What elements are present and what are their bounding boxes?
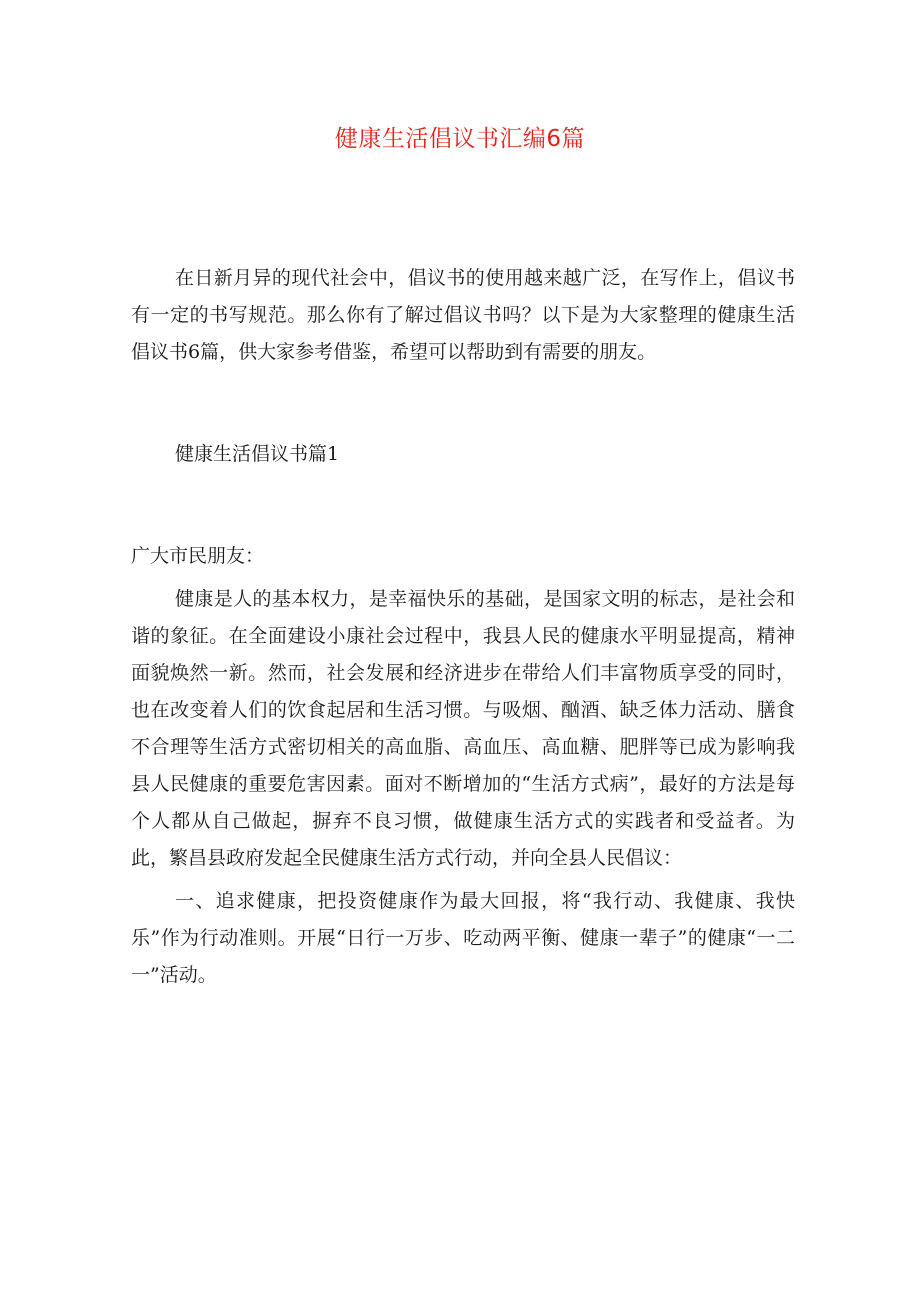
intro-paragraph: 在日新月异的现代社会中，倡议书的使用越来越广泛，在写作上，倡议书有一定的书写规范。那么你有了解过倡议书吗？以下是为大家整理的健康生活倡议书6篇，供大家参考借鉴，希望可以帮助到有需要的朋友。	[131, 267, 795, 363]
body-paragraph-1: 健康是人的基本权力，是幸福快乐的基础，是国家文明的标志，是社会和谐的象征。在全面建设小康社会过程中，我县人民的健康水平明显提高，精神面貌焕然一新。然而，社会发展和经济进步在带给人们丰富物质享受的同时，也在改变着人们的饮食起居和生活习惯。与吸烟、酗酒、缺乏体力活动、膳食不合理等生活方式密切相关的高血脂、高血压、高血糖、肥胖等已成为影响我县人民健康的重要危害因素。面对不断增加的“生活方式病”，最好的方法是每个人都从自己做起，摒弃不良习惯，做健康生活方式的实践者和受益者。为此，繁昌县政府发起全民健康生活方式行动，并向全县人民倡议：	[131, 588, 795, 869]
salutation: 广大市民朋友：	[131, 545, 265, 567]
document-body	[131, 260, 795, 1000]
document-title: 健康生活倡议书汇编6篇	[334, 126, 586, 152]
body-paragraph-2: 一、追求健康，把投资健康作为最大回报，将“我行动、我健康、我快乐”作为行动准则。开展“日行一万步、吃动两平衡、健康一辈子”的健康“一二一”活动。	[131, 890, 795, 986]
section-heading: 健康生活倡议书篇1	[175, 443, 340, 465]
